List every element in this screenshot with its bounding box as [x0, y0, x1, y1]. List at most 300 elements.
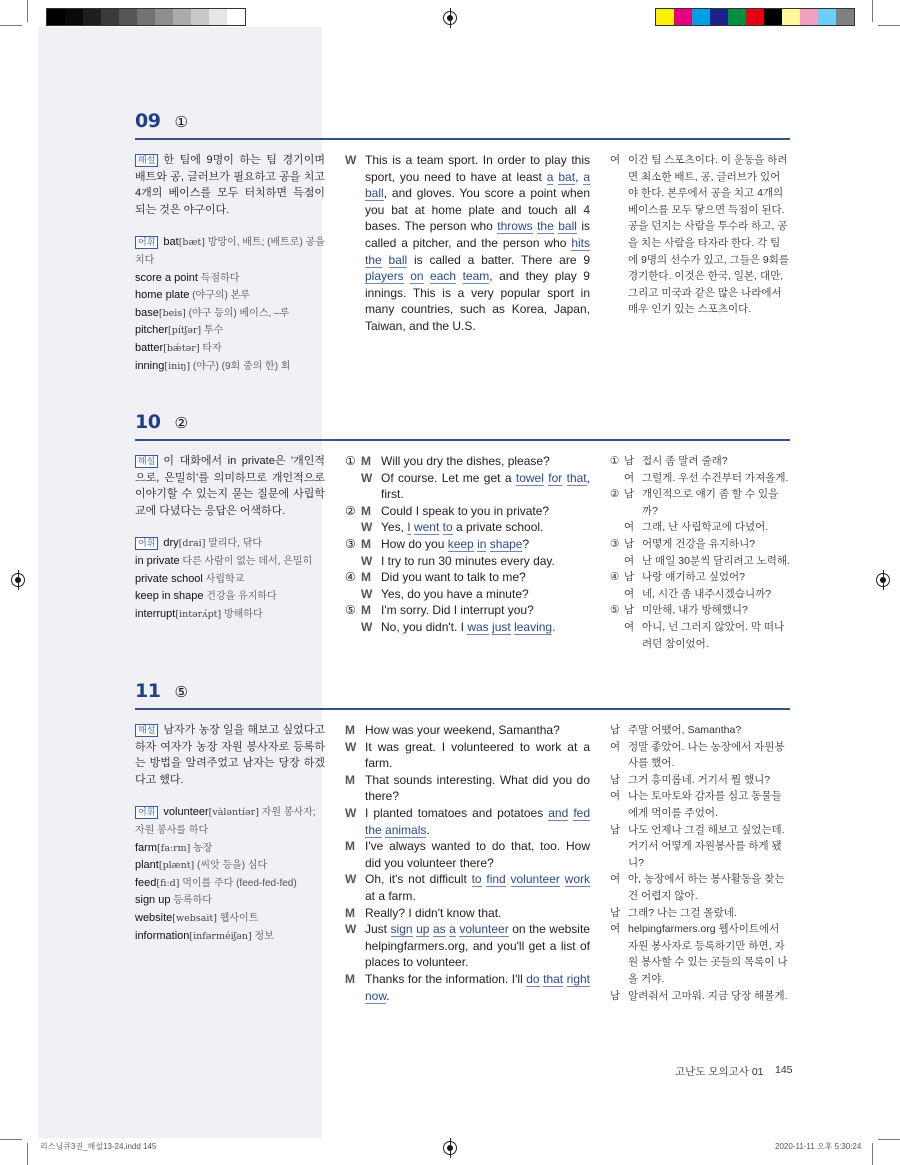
- explanation-tag: 해설: [135, 724, 158, 737]
- color-swatch: [800, 9, 818, 25]
- vocab-item: [135, 305, 325, 323]
- utterance: Yes, do you have a minute?: [381, 586, 529, 601]
- choice-number: [345, 586, 361, 603]
- vocab-list: [135, 535, 325, 623]
- vocab-item: [135, 892, 325, 910]
- vocab-pronunciation: [faːrm]: [157, 842, 191, 854]
- choice-number: [610, 553, 624, 570]
- vocab-pronunciation: [infərméiʃən]: [189, 930, 252, 942]
- vocab-pronunciation: [vàləntíər]: [208, 807, 259, 819]
- translation-line: [610, 772, 790, 789]
- key-phrase: volunteer: [510, 872, 560, 887]
- color-swatch: [101, 9, 119, 25]
- grayscale-color-bar: [46, 8, 246, 26]
- speaker-label: 남: [610, 906, 621, 919]
- speaker-label: M: [345, 723, 355, 737]
- speaker-label: M: [361, 503, 371, 518]
- key-phrase: I: [407, 520, 411, 535]
- vocab-word: base: [135, 306, 159, 319]
- key-phrase: ball: [558, 219, 577, 234]
- vocab-meaning: (야구 등의) 베이스, –루: [185, 307, 290, 319]
- translation-line: [610, 905, 790, 922]
- translation-text: 이건 팀 스포츠이다. 이 운동을 하려면 최소한 배트, 공, 글러브가 있어야 한다. 본루에서 공을 치고 4개의 베이스를 모두 닿으면 득점이 된다. 공을 던지는 사람을 투수라 하고, 공을 치는 사람을 타자라 한다. 각 팀에 9명의 선수가 있고, 그들은 9회를 경기한다. 이것은 한국, 일본, 대만, 그리고 미국과 같은 많은 나라에서 매우 인기 있는 스포츠이다.: [628, 154, 790, 316]
- utterance: That sounds interesting. What did you do there?: [365, 772, 590, 804]
- script-line: [345, 772, 590, 805]
- utterance: How do you keep in shape?: [381, 536, 530, 551]
- color-swatch: [137, 9, 155, 25]
- key-phrase: throws: [497, 219, 533, 234]
- vocab-meaning: 건강을 유지하다: [203, 591, 277, 603]
- script-line: [345, 739, 590, 772]
- vocab-pronunciation: [fiːd]: [156, 877, 180, 889]
- vocab-word: score a point: [135, 271, 198, 284]
- speaker-label: W: [345, 805, 357, 820]
- key-phrase: keep: [447, 536, 474, 551]
- vocab-word: information: [135, 929, 190, 942]
- vocab-word: website: [135, 911, 173, 924]
- key-phrase: sign: [390, 922, 413, 937]
- color-swatch: [836, 9, 854, 25]
- color-swatch: [209, 9, 227, 25]
- vocab-meaning: 정보: [251, 930, 274, 942]
- vocab-word: batter: [135, 341, 164, 354]
- vocab-meaning: (야구) (9회 중의 한) 회: [190, 360, 291, 372]
- vocab-word: volunteer: [163, 806, 209, 819]
- color-swatch: [728, 9, 746, 25]
- color-swatch: [818, 9, 836, 25]
- translation-line: [610, 470, 790, 487]
- script-line: [345, 503, 590, 520]
- choice-number: ③: [610, 537, 620, 550]
- choice-number: ⑤: [345, 603, 356, 618]
- key-phrase: ball: [365, 186, 384, 201]
- vocab-word: feed: [135, 876, 157, 889]
- choice-number: ①: [610, 455, 620, 467]
- key-phrase: went: [413, 520, 440, 535]
- key-phrase: on: [410, 269, 424, 284]
- crop-mark: [0, 1139, 22, 1140]
- key-phrase: volunteer: [459, 922, 509, 937]
- speaker-label: 여: [624, 471, 635, 484]
- script-line: [345, 586, 590, 603]
- translation-text: 그거 흥미롭네. 거기서 뭘 했니?: [628, 773, 771, 786]
- vocab-word: sign up: [135, 894, 171, 907]
- color-swatch: [155, 9, 173, 25]
- script-line: [345, 152, 590, 335]
- script-line: [345, 519, 590, 536]
- utterance: Really? I didn't know that.: [365, 905, 502, 920]
- key-phrase: was: [467, 619, 489, 634]
- speaker-label: 남: [624, 488, 635, 501]
- vocab-word: dry: [163, 537, 179, 550]
- vocab-item: [135, 606, 325, 624]
- vocab-meaning: 방해하다: [221, 608, 263, 620]
- crop-mark: [872, 0, 873, 22]
- color-swatch: [47, 9, 65, 25]
- question-section-10: [135, 411, 790, 650]
- speaker-label: M: [361, 454, 371, 468]
- vocab-item: [135, 928, 325, 946]
- key-phrase: a: [449, 922, 456, 937]
- vocab-meaning: 투수: [201, 325, 224, 337]
- translation-column: [610, 152, 790, 318]
- speaker-label: 여: [624, 620, 635, 633]
- speaker-label: W: [361, 470, 373, 485]
- translation-line: [610, 619, 790, 652]
- speaker-label: W: [361, 520, 373, 535]
- color-swatch: [227, 9, 245, 25]
- script-line: [345, 905, 590, 922]
- vocab-tag: 어휘: [135, 236, 158, 249]
- translation-column: [610, 722, 790, 1004]
- question-number: 09: [135, 110, 161, 132]
- vocab-tag: 어휘: [135, 806, 158, 819]
- explanation-column: [135, 152, 325, 375]
- answer-marker: ②: [174, 415, 188, 432]
- utterance: I'm sorry. Did I interrupt you?: [381, 603, 534, 618]
- utterance: I've always wanted to do that, too. How did you volunteer there?: [365, 839, 590, 870]
- book-title: 고난도 모의고사 01: [675, 1066, 764, 1078]
- utterance: I try to run 30 minutes every day.: [381, 553, 555, 568]
- script-line: [345, 971, 590, 1004]
- translation-text: 나는 토마토와 감자를 심고 동물들에게 먹이를 주었어.: [628, 790, 782, 819]
- speaker-label: 여: [610, 154, 621, 166]
- key-phrase: as: [432, 922, 446, 937]
- vocab-meaning: 타자: [199, 342, 222, 354]
- section-header: [135, 680, 790, 710]
- vocab-pronunciation: [iniŋ]: [164, 360, 191, 372]
- vocab-meaning: 웹사이트: [216, 912, 259, 924]
- speaker-label: 남: [624, 537, 635, 550]
- key-phrase: towel: [515, 470, 544, 485]
- translation-text: 주말 어땠어, Samantha?: [628, 724, 742, 736]
- translation-line: [610, 152, 790, 318]
- explanation: 해설 남자가 농장 일을 해보고 싶었다고 하자 여자가 농장 자원 봉사자로 등록하는 방법을 알려주었고 남자는 당장 하겠다고 했다.: [135, 724, 325, 786]
- translation-text: 개인적으로 얘기 좀 할 수 있을까?: [642, 488, 779, 517]
- choice-number: ②: [610, 488, 620, 501]
- key-phrase: fed: [573, 805, 590, 820]
- vocab-meaning: 먹이를 주다 (feed-fed-fed): [179, 877, 297, 889]
- crop-mark: [878, 25, 900, 26]
- key-phrase: to: [471, 872, 482, 887]
- speaker-label: M: [361, 603, 371, 618]
- key-phrase: that: [543, 971, 564, 986]
- color-swatch: [83, 9, 101, 25]
- script-line: [345, 921, 590, 971]
- translation-text: 접시 좀 말려 줄래?: [642, 455, 728, 467]
- key-phrase: for: [548, 470, 563, 485]
- color-swatch: [692, 9, 710, 25]
- translation-line: [610, 988, 790, 1005]
- utterance: Thanks for the information. I'll do that right now.: [365, 971, 590, 1003]
- key-phrase: bat: [558, 169, 576, 184]
- translation-line: [610, 453, 790, 470]
- script-line: [345, 619, 590, 636]
- translation-line: [610, 536, 790, 553]
- choice-number: ④: [345, 570, 356, 585]
- vocab-item: [135, 857, 325, 875]
- speaker-label: 남: [624, 455, 635, 467]
- key-phrase: just: [492, 619, 511, 634]
- key-phrase: animals: [385, 822, 427, 837]
- script-line: [345, 805, 590, 838]
- translation-text: 그럴게. 우선 수건부터 가져올게.: [642, 471, 789, 484]
- vocab-word: in private: [135, 554, 180, 567]
- speaker-label: 남: [610, 823, 621, 836]
- vocab-meaning: 자원 봉사자; 자원 봉사를 하다: [135, 807, 316, 836]
- utterance: No, you didn't. I was just leaving.: [381, 619, 556, 634]
- vocab-meaning: 농장: [190, 842, 213, 854]
- script-column: [345, 453, 590, 636]
- translation-line: [610, 788, 790, 821]
- utterance: It was great. I volunteered to work at a farm.: [365, 739, 590, 771]
- choice-number: [345, 470, 361, 503]
- choice-number: ①: [345, 454, 356, 468]
- key-phrase: hits: [571, 235, 590, 250]
- key-phrase: a: [546, 169, 554, 184]
- speaker-label: M: [345, 971, 355, 986]
- vocab-meaning: 등록하다: [170, 895, 212, 907]
- vocab-meaning: (야구의) 본루: [189, 290, 250, 302]
- speaker-label: 여: [624, 554, 635, 567]
- vocab-pronunciation: [bǽtər]: [163, 342, 200, 354]
- explanation-column: [135, 722, 325, 945]
- page-number: 145: [775, 1064, 793, 1076]
- vocab-meaning: 득점하다: [197, 272, 240, 284]
- utterance: Yes, I went to a private school.: [381, 520, 544, 535]
- speaker-label: 남: [624, 571, 635, 584]
- translation-text: 나랑 얘기하고 싶었어?: [642, 571, 745, 584]
- explanation-tag: 해설: [135, 154, 158, 167]
- translation-text: 그래? 나는 그걸 몰랐네.: [628, 906, 737, 919]
- choice-number: [345, 619, 361, 636]
- color-swatch: [710, 9, 728, 25]
- vocab-meaning: 말리다, 닦다: [205, 538, 263, 550]
- key-phrase: shape: [489, 536, 523, 551]
- speaker-label: 남: [610, 724, 621, 736]
- color-swatch: [191, 9, 209, 25]
- vocab-word: interrupt: [135, 607, 176, 620]
- cmyk-color-bar: [655, 8, 855, 26]
- script-line: [345, 722, 590, 739]
- key-phrase: work: [564, 872, 590, 887]
- choice-number: [610, 619, 624, 652]
- explanation-column: [135, 453, 325, 623]
- choice-number: [610, 470, 624, 487]
- vocab-meaning: (씨앗 등을) 심다: [194, 860, 268, 872]
- script-line: [345, 470, 590, 503]
- key-phrase: up: [416, 922, 430, 937]
- translation-text: 정말 좋았어. 나는 농장에서 자원봉사를 했어.: [628, 740, 785, 770]
- color-swatch: [65, 9, 83, 25]
- vocab-item: [135, 840, 325, 858]
- translation-line: [610, 553, 790, 570]
- speaker-label: 남: [610, 989, 621, 1002]
- key-phrase: now: [365, 988, 387, 1003]
- translation-line: [610, 921, 790, 987]
- utterance: Of course. Let me get a towel for that, first.: [381, 470, 590, 502]
- explanation-tag: 해설: [135, 455, 158, 468]
- vocab-list: [135, 234, 325, 375]
- key-phrase: the: [537, 219, 554, 234]
- key-phrase: players: [365, 269, 404, 284]
- vocab-list: [135, 804, 325, 945]
- registration-mark-icon: [876, 573, 890, 587]
- crop-mark: [27, 1143, 28, 1165]
- color-swatch: [119, 9, 137, 25]
- choice-number: [345, 553, 361, 570]
- color-swatch: [674, 9, 692, 25]
- speaker-label: W: [361, 586, 373, 601]
- key-phrase: each: [430, 269, 457, 284]
- speaker-label: 여: [610, 740, 621, 753]
- script-line: [345, 553, 590, 570]
- crop-mark: [878, 1139, 900, 1140]
- translation-text: 나도 언제나 그걸 해보고 싶었는데. 거기서 어떻게 자원봉사를 하게 됐니?: [628, 823, 785, 869]
- vocab-item: [135, 588, 325, 606]
- question-number: 11: [135, 680, 161, 702]
- registration-mark-icon: [443, 11, 457, 25]
- color-swatch: [764, 9, 782, 25]
- vocab-word: pitcher: [135, 324, 169, 337]
- script-line: [345, 536, 590, 553]
- color-swatch: [173, 9, 191, 25]
- speaker-label: 여: [624, 521, 635, 534]
- speaker-label: 여: [610, 923, 621, 936]
- vocab-pronunciation: [pítʃər]: [168, 325, 202, 337]
- answer-marker: ①: [174, 114, 188, 131]
- translation-line: [610, 586, 790, 603]
- choice-number: [345, 519, 361, 536]
- key-phrase: team: [462, 269, 490, 284]
- vocab-word: inning: [135, 359, 165, 372]
- key-phrase: the: [365, 822, 382, 837]
- translation-column: [610, 453, 790, 652]
- translation-line: [610, 739, 790, 772]
- translation-text: 난 매일 30분씩 달리려고 노력해.: [642, 554, 790, 567]
- color-swatch: [746, 9, 764, 25]
- vocab-pronunciation: [websait]: [172, 912, 217, 924]
- translation-line: [610, 871, 790, 904]
- vocab-tag: 어휘: [135, 537, 158, 550]
- speaker-label: M: [345, 772, 355, 787]
- crop-mark: [0, 25, 22, 26]
- registration-mark-icon: [11, 573, 25, 587]
- translation-line: [610, 519, 790, 536]
- script-line: [345, 838, 590, 871]
- speaker-label: 남: [610, 773, 621, 786]
- speaker-label: W: [345, 922, 357, 937]
- translation-text: 어떻게 건강을 유지하니?: [642, 537, 756, 550]
- key-phrase: do: [526, 971, 540, 986]
- crop-mark: [872, 1143, 873, 1165]
- vocab-item: [135, 804, 325, 839]
- file-slug: 리스닝큐3권_해설13-24.indd 145: [40, 1142, 157, 1151]
- translation-line: [610, 822, 790, 872]
- vocab-word: home plate: [135, 289, 190, 302]
- utterance: Oh, it's not difficult to find volunteer work at a farm.: [365, 872, 590, 903]
- vocab-meaning: 사립학교: [202, 573, 245, 585]
- translation-text: helpingfarmers.org 웹사이트에서 자원 봉사자로 등록하기만 하면, 자원 봉사할 수 있는 곳들의 목록이 나올 거야.: [628, 923, 788, 985]
- choice-number: [610, 519, 624, 536]
- vocab-pronunciation: [drai]: [178, 538, 206, 550]
- translation-text: 아, 농장에서 하는 봉사활동을 찾는 건 어렵지 않아.: [628, 873, 785, 902]
- question-section-09: [135, 110, 790, 372]
- utterance: How was your weekend, Samantha?: [365, 723, 560, 737]
- speaker-label: W: [345, 739, 357, 754]
- translation-line: [610, 602, 790, 619]
- key-phrase: find: [486, 872, 506, 887]
- speaker-label: W: [361, 553, 373, 568]
- utterance: This is a team sport. In order to play this sport, you need to have at least a bat, a ball, and gloves. You score a point when you bat at home plate and touch all 4 bases. The person who throws the ball is called a pitcher, and the person who hits the ball is called a batter. There are 9 players on each team, and they play 9 innings. This is a very popular sport in many countries, such as Korea, Japan, Taiwan, and the U.S.: [365, 153, 591, 333]
- translation-line: [610, 569, 790, 586]
- key-phrase: to: [442, 520, 453, 535]
- script-line: [345, 453, 590, 470]
- translation-line: [610, 722, 790, 739]
- vocab-word: bat: [163, 236, 179, 249]
- speaker-label: 여: [610, 873, 621, 886]
- key-phrase: a: [583, 169, 590, 184]
- vocab-word: plant: [135, 859, 159, 872]
- translation-text: 그래, 난 사립학교에 다녔어.: [642, 521, 769, 534]
- registration-mark-icon: [443, 1141, 457, 1155]
- vocab-item: [135, 322, 325, 340]
- choice-number: ②: [345, 503, 356, 518]
- key-phrase: and: [548, 805, 569, 820]
- script-line: [345, 871, 590, 904]
- section-header: [135, 110, 790, 140]
- vocab-item: [135, 571, 325, 589]
- translation-text: 알려줘서 고마워. 지금 당장 해볼게.: [628, 989, 788, 1002]
- translation-text: 미안해, 내가 방해했니?: [642, 604, 748, 617]
- choice-number: ⑤: [610, 604, 620, 617]
- speaker-label: W: [345, 153, 357, 167]
- color-swatch: [782, 9, 800, 25]
- speaker-label: M: [345, 905, 355, 920]
- vocab-item: [135, 270, 325, 288]
- utterance: Did you want to talk to me?: [381, 570, 526, 585]
- key-phrase: ball: [388, 252, 408, 267]
- speaker-label: 여: [624, 587, 635, 600]
- key-phrase: leaving: [514, 619, 553, 634]
- explanation: 해설 이 대화에서 in private은 '개인적으로, 은밀히'를 의미하므로 개인적으로 이야기할 수 있는지 묻는 질문에 사립학교에 다녔다는 응답은 어색하다.: [135, 455, 325, 517]
- vocab-item: [135, 287, 325, 305]
- choice-number: [610, 586, 624, 603]
- speaker-label: 여: [610, 790, 621, 803]
- vocab-pronunciation: [bæt]: [178, 237, 205, 249]
- speaker-label: M: [361, 536, 371, 551]
- vocab-word: keep in shape: [135, 590, 204, 603]
- script-line: [345, 569, 590, 586]
- vocab-word: farm: [135, 841, 157, 854]
- utterance: Could I speak to you in private?: [381, 503, 550, 518]
- vocab-item: [135, 553, 325, 571]
- vocab-meaning: 방망이, 배트; (배트로) 공을 치다: [135, 237, 325, 266]
- key-phrase: the: [365, 252, 382, 267]
- utterance: Will you dry the dishes, please?: [381, 454, 550, 468]
- key-phrase: right: [566, 971, 590, 986]
- explanation: 해설 한 팀에 9명이 하는 팀 경기이며 배트와 공, 글러브가 필요하고 공을 치고 4개의 베이스를 모두 터치하면 득점이 되는 것은 야구이다.: [135, 154, 325, 216]
- script-column: [345, 722, 590, 1004]
- vocab-pronunciation: [beis]: [158, 307, 186, 319]
- script-column: [345, 152, 590, 335]
- question-section-11: [135, 680, 790, 1003]
- vocab-item: [135, 875, 325, 893]
- speaker-label: 남: [624, 604, 635, 617]
- speaker-label: W: [361, 619, 373, 634]
- vocab-pronunciation: [intərʌ́pt]: [175, 608, 222, 620]
- translation-line: [610, 486, 790, 519]
